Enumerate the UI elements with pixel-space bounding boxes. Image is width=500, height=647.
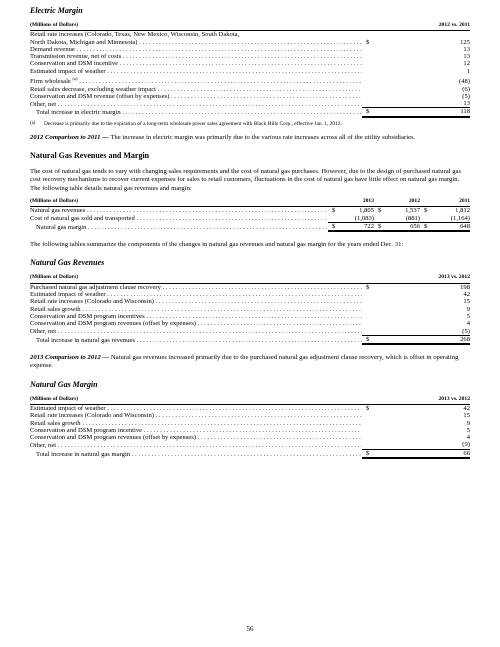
currency-symbol [362, 86, 376, 93]
row-label [30, 100, 362, 108]
table-row [30, 100, 470, 108]
leader-dots [154, 298, 362, 305]
currency-symbol [362, 291, 376, 298]
table-row [30, 207, 470, 215]
table-header-row [30, 273, 470, 283]
summary-paragraph: The following tables summarize the components of the changes in natural gas revenues and natural gas margin for the years ended Dec. 31: [30, 241, 404, 249]
row-label [30, 427, 362, 434]
currency-symbol [362, 328, 376, 336]
row-value: 42 [463, 291, 470, 299]
total-value: 722 [336, 222, 374, 231]
row-label [30, 404, 362, 412]
currency-symbol [362, 434, 376, 441]
col-period: 2013 vs. 2012 [362, 395, 470, 405]
col-year: 2013 [328, 197, 374, 207]
currency-symbol [420, 215, 428, 223]
row-value: 13 [463, 53, 470, 61]
row-label-text: Retail sales growth [30, 419, 81, 427]
leader-dots [56, 442, 362, 449]
table-row [30, 46, 470, 53]
comparison-lead: 2013 Comparison to 2012 — [30, 354, 110, 362]
row-label-text: Conservation and DSM program revenues (offset by expenses) [30, 320, 196, 328]
table-row [30, 39, 470, 46]
document-page [30, 6, 470, 459]
table-row [30, 420, 470, 427]
row-value: 1,805 [359, 207, 374, 215]
table-row [30, 86, 470, 93]
comparison-lead: 2012 Comparison to 2011 — [30, 133, 109, 141]
comparison-text: The increase in electric margin was primarily due to the various rate increases across all of the utility subsidiaries. [108, 133, 416, 141]
row-label-text: Firm wholesale [30, 78, 71, 86]
row-value: 42 [463, 404, 470, 412]
footnote [30, 121, 470, 127]
row-label [30, 60, 362, 67]
leader-dots [106, 291, 362, 298]
leader-dots [156, 86, 362, 93]
row-value: 15 [463, 298, 470, 306]
row-label-text: Demand revenue [30, 45, 75, 53]
gas-section-heading: Natural Gas Revenues and Margin [30, 151, 150, 161]
row-value: (1,083) [336, 215, 374, 223]
leader-dots [75, 46, 362, 53]
row-value: 5 [466, 426, 470, 434]
row-label-text: Purchased natural gas adjustment clause recovery [30, 283, 161, 291]
currency-symbol: $ [366, 404, 370, 412]
gas-revenues-rows [30, 283, 470, 344]
col-label: (Millions of Dollars) [30, 273, 362, 283]
col-year: 2012 [374, 197, 420, 207]
total-label-text: Total increase in natural gas margin [36, 450, 131, 458]
row-label [30, 291, 362, 298]
currency-symbol [328, 215, 336, 223]
gas-summary-rows [30, 207, 470, 231]
leader-dots [118, 60, 362, 67]
currency-symbol: $ [420, 222, 428, 231]
row-label-text: Conservation and DSM revenue (offset by expenses) [30, 92, 170, 100]
table-row [30, 412, 470, 419]
row-label [30, 39, 362, 46]
table-header-row [30, 197, 470, 207]
leader-dots [85, 207, 328, 214]
currency-symbol: $ [424, 207, 428, 215]
gas-revenues-table [30, 273, 470, 345]
row-label [30, 434, 362, 441]
electric-margin-heading: Electric Margin [30, 6, 83, 15]
col-period: 2013 vs. 2012 [362, 273, 470, 283]
total-row [30, 449, 470, 458]
total-value: 648 [428, 222, 470, 231]
leader-dots [142, 427, 362, 434]
table-row [30, 427, 470, 434]
row-value: 9 [466, 419, 470, 427]
row-label [30, 420, 362, 427]
row-label [30, 75, 362, 85]
leader-dots [81, 420, 362, 427]
leader-dots [196, 434, 362, 441]
row-label-text: Cost of natural gas sold and transported [30, 215, 135, 223]
leader-dots [138, 39, 363, 46]
currency-symbol [362, 60, 376, 67]
gas-revenues-heading: Natural Gas Revenues [30, 258, 105, 268]
row-label [30, 328, 362, 336]
total-label [30, 335, 362, 344]
table-row [30, 434, 470, 441]
row-label-text: North Dakota, Michigan and Minnesota) [30, 38, 138, 46]
row-label [30, 441, 362, 449]
currency-symbol [362, 68, 376, 75]
currency-symbol: $ [332, 207, 336, 215]
currency-symbol [362, 420, 376, 427]
total-value: 268 [376, 335, 470, 344]
table-row [30, 404, 470, 412]
row-label-text: Other, net [30, 100, 57, 108]
row-label [30, 53, 362, 60]
leader-dots [135, 215, 328, 222]
row-label-text: Conservation and DSM program revenues (offset by expenses) [30, 434, 196, 442]
row-value: 1,812 [455, 207, 470, 215]
row-value: (5) [462, 327, 470, 335]
currency-symbol [362, 427, 376, 434]
total-row [30, 222, 470, 231]
gas-margin-heading: Natural Gas Margin [30, 379, 98, 389]
currency-symbol: $ [366, 283, 370, 291]
page-number: 56 [246, 625, 254, 633]
leader-dots [121, 53, 362, 60]
leader-dots [130, 451, 362, 458]
gas-margin-summary-table [30, 197, 470, 232]
comparison-text: Natural gas revenues increased primarily due to the purchased natural gas adjustment clause recovery, which is offset in operating expense. [30, 354, 459, 370]
currency-symbol [362, 298, 376, 305]
footnote-text: Decrease is primarily due to the expiration of a long-term wholesale power sales agreement with Black Hills Corp., effective Jan. 1, 2012. [44, 120, 342, 127]
leader-dots [169, 93, 362, 100]
currency-symbol: $ [374, 222, 382, 231]
currency-symbol [362, 53, 376, 60]
currency-symbol [362, 75, 376, 85]
leader-dots [161, 284, 362, 291]
total-value: 66 [376, 449, 470, 458]
row-value: (5) [462, 92, 470, 100]
leader-dots [81, 306, 362, 313]
footnote-ref: (a) [72, 76, 78, 82]
row-label-text: Conservation and DSM program incentives [30, 312, 145, 320]
currency-symbol [362, 93, 376, 100]
currency-symbol [362, 306, 376, 313]
row-value: 13 [463, 100, 470, 108]
electric-margin-table [30, 21, 470, 118]
total-label [30, 449, 362, 458]
table-row [30, 441, 470, 449]
table-row [30, 68, 470, 75]
electric-margin-rows [30, 31, 470, 117]
currency-symbol: $ [362, 108, 376, 117]
total-label-text: Total increase in natural gas revenues [36, 336, 135, 344]
gas-comparison-paragraph [30, 354, 470, 371]
table-row [30, 283, 470, 291]
leader-dots [78, 78, 363, 85]
row-value: 5 [466, 312, 470, 320]
row-label [30, 412, 362, 419]
leader-dots [106, 405, 362, 412]
col-year: 2011 [420, 197, 470, 207]
leader-dots [121, 109, 362, 116]
currency-symbol [374, 215, 382, 223]
table-row [30, 298, 470, 305]
leader-dots [56, 328, 362, 335]
gas-margin-table [30, 395, 470, 459]
currency-symbol: $ [362, 335, 376, 344]
row-value: 1 [466, 67, 470, 75]
table-row [30, 75, 470, 85]
currency-symbol: $ [328, 222, 336, 231]
table-row [30, 313, 470, 320]
row-label-text: Retail rate increases (Colorado and Wisconsin) [30, 412, 154, 420]
table-row [30, 60, 470, 67]
col-label: (Millions of Dollars) [30, 395, 362, 405]
row-label [30, 68, 362, 75]
row-value: (881) [382, 215, 420, 223]
currency-symbol [362, 320, 376, 327]
row-label [30, 86, 362, 93]
total-label-text: Natural gas margin [36, 223, 87, 231]
row-value: (6) [462, 85, 470, 93]
row-value: (9) [462, 441, 470, 449]
table-row [30, 291, 470, 298]
currency-symbol [362, 412, 376, 419]
currency-symbol: $ [362, 449, 376, 458]
row-value: 4 [466, 434, 470, 442]
row-label-text: Other, net [30, 441, 57, 449]
footnote-mark: (a) [30, 120, 36, 126]
table-row [30, 215, 470, 223]
row-label [30, 207, 328, 215]
table-header-row [30, 395, 470, 405]
row-label-text: Retail sales decrease, excluding weather impact [30, 85, 156, 93]
total-row [30, 108, 470, 117]
row-label-text: Estimated impact of weather [30, 291, 106, 299]
table-row [30, 93, 470, 100]
row-label-text: Transmission revenue, net of costs [30, 53, 122, 61]
currency-symbol: $ [378, 207, 382, 215]
row-value: 125 [460, 38, 470, 46]
row-label [30, 283, 362, 291]
gas-margin-rows [30, 404, 470, 458]
col-period: 2012 vs. 2011 [362, 21, 470, 31]
table-row [30, 31, 470, 39]
row-label-text: Retail rate increases (Colorado and Wisconsin) [30, 298, 154, 306]
table-row [30, 320, 470, 327]
row-value: 12 [463, 60, 470, 68]
table-row [30, 53, 470, 60]
currency-symbol [362, 46, 376, 53]
leader-dots [196, 320, 362, 327]
total-value: 656 [382, 222, 420, 231]
table-row [30, 306, 470, 313]
row-value: 13 [463, 45, 470, 53]
total-label [30, 222, 328, 231]
currency-symbol [362, 441, 376, 449]
row-label-text: Estimated impact of weather [30, 67, 106, 75]
total-label [30, 108, 362, 117]
row-label-text: Natural gas revenues [30, 207, 86, 215]
row-value: 15 [463, 412, 470, 420]
row-label: Retail rate increases (Colorado, Texas, New Mexico, Wisconsin, South Dakota, [30, 31, 240, 39]
row-label-text: Conservation and DSM program incentive [30, 426, 143, 434]
leader-dots [56, 101, 362, 108]
leader-dots [154, 412, 362, 419]
row-label-text: Other, net [30, 328, 57, 335]
row-label-text: Estimated impact of weather [30, 404, 106, 412]
row-value: 4 [466, 320, 470, 328]
leader-dots [106, 68, 362, 75]
row-label [30, 215, 328, 223]
row-value: 1,537 [405, 207, 420, 215]
row-label [30, 313, 362, 320]
total-row [30, 335, 470, 344]
electric-comparison-paragraph [30, 134, 470, 142]
row-label-text: Retail sales growth [30, 305, 81, 313]
currency-symbol: $ [366, 38, 370, 46]
row-value: 9 [466, 305, 470, 313]
leader-dots [145, 313, 362, 320]
row-value: 198 [460, 283, 470, 291]
total-value: 118 [376, 108, 470, 117]
col-label: (Millions of Dollars) [30, 197, 328, 207]
row-label [30, 306, 362, 313]
row-value: (48) [459, 78, 470, 86]
row-label [30, 320, 362, 327]
row-label [30, 93, 362, 100]
row-label [30, 46, 362, 53]
row-value: (1,164) [428, 215, 470, 223]
row-label [30, 298, 362, 305]
total-label-text: Total increase in electric margin [36, 109, 121, 117]
currency-symbol [362, 100, 376, 108]
table-header-row [30, 21, 470, 31]
table-row [30, 328, 470, 336]
leader-dots [86, 224, 328, 231]
col-label: (Millions of Dollars) [30, 21, 362, 31]
row-label-text: Conservation and DSM incentive [30, 60, 119, 68]
gas-section-paragraph: The cost of natural gas tends to vary with changing sales requirements and the cost of natural gas purchases. However, due to the design of purchased natural gas cost recovery mechanisms to recover current expenses for sales to retail customers, fluctuations in the cost of natural gas have little effect on natural gas margin. The following table details natural gas revenues and margin: [30, 168, 462, 192]
leader-dots [135, 337, 362, 344]
currency-symbol [362, 313, 376, 320]
